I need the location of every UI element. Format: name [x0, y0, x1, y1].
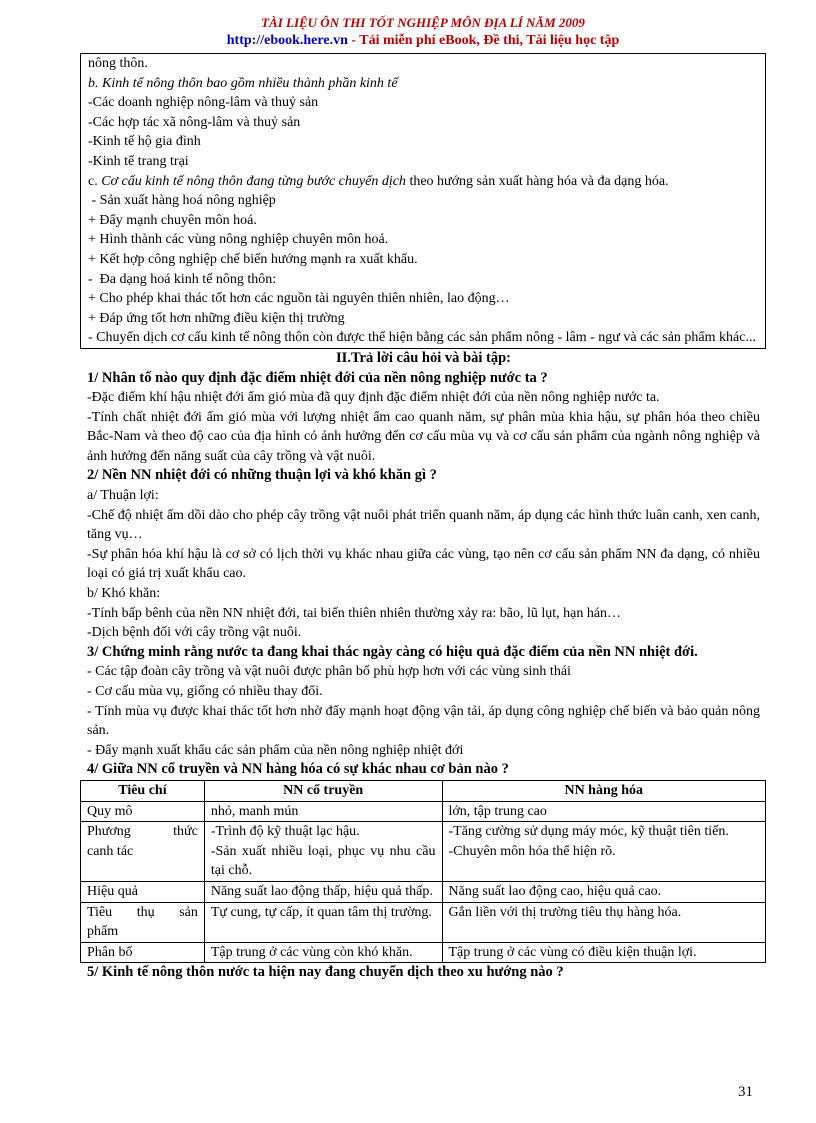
box-b-item: -Kinh tế hộ gia đình [88, 134, 201, 150]
page-number: 31 [738, 1084, 753, 1100]
box-c-item: - Sản xuất hàng hoá nông nghiệp [88, 193, 276, 209]
criteria-line: canh tác [87, 843, 134, 859]
q2-paragraph: -Tính bấp bênh của nền NN nhiệt đới, tai biến thiên nhiên thường xảy ra: bão, lũ lụt, hạn hán… [87, 605, 622, 621]
theory-box [80, 53, 766, 349]
q2-subheading: a/ Thuận lợi: [87, 488, 159, 504]
q4-title: 4/ Giữa NN cổ truyền và NN hàng hóa có sự khác nhau cơ bản nào ? [87, 761, 509, 778]
q5-section [80, 963, 766, 983]
cell-line: -Sản xuất nhiều loại, phục vụ nhu cầu tại chỗ. [210, 843, 436, 879]
q3-paragraph: - Đẩy mạnh xuất khẩu các sản phẩm của nền nông nghiệp nhiệt đới [87, 742, 464, 758]
box-c-heading [88, 172, 759, 192]
q3-title: 3/ Chứng minh rằng nước ta đang khai thác ngày càng có hiệu quả đặc điểm của nền NN nhiệt đới. [87, 643, 698, 660]
box-line: nông thôn. [88, 56, 148, 71]
traditional-cell [204, 801, 442, 822]
commodity-cell [442, 801, 766, 822]
box-c-item: + Đáp ứng tốt hơn những điều kiện thị trường [88, 310, 345, 326]
criteria-cell: Hiệu quả [81, 881, 205, 902]
cell-line: lớn, tập trung cao [448, 803, 547, 819]
commodity-cell: Năng suất lao động cao, hiệu quả cao. [442, 881, 766, 902]
cell-line: -Chuyên môn hóa thể hiện rõ. [448, 843, 616, 859]
header-subtitle [80, 31, 766, 51]
traditional-cell: Tự cung, tự cấp, ít quan tâm thị trường. [204, 902, 442, 942]
q2-title: 2/ Nền NN nhiệt đới có những thuận lợi và khó khăn gì ? [87, 467, 437, 484]
commodity-cell: Tập trung ở các vùng có điều kiện thuận lợi. [442, 942, 766, 963]
traditional-cell: Năng suất lao động thấp, hiệu quả thấp. [204, 881, 442, 902]
table-header: NN hàng hóa [442, 780, 766, 801]
c-italic: Cơ cấu kinh tế nông thôn đang từng bước chuyển dịch [101, 173, 406, 189]
c-rest: theo hướng sản xuất hàng hóa và đa dạng hóa. [405, 173, 669, 189]
box-c-item: + Hình thành các vùng nông nghiệp chuyên môn hoá. [88, 232, 389, 248]
cell-line: -Tăng cường sử dụng máy móc, kỹ thuật tiên tiến. [448, 824, 729, 840]
page [80, 14, 766, 983]
box-last: - Chuyển dịch cơ cấu kinh tế nông thôn còn được thể hiện bằng các sản phẩm nông - lâm - ngư và các sản phẩm khác... [88, 330, 756, 346]
q1-paragraph: -Tính chất nhiệt đới ẩm gió mùa với lượng nhiệt ẩm cao quanh năm, sự phân mùa khia hậu, sự phân hóa theo chiều Bắc-Nam và theo độ cao của địa hình có ảnh hưởng đến cơ cấu mùa vụ và cơ cấu sản phẩm của ngành nông nghiệp và ảnh hưởng đến năng suất của cây trồng và vật nuôi. [87, 409, 760, 464]
commodity-cell [442, 822, 766, 882]
q2-paragraph: -Chế độ nhiệt ẩm dồi dào cho phép cây trồng vật nuôi phát triển quanh năm, áp dụng các hình thức luân canh, xen canh, tăng vụ… [87, 507, 760, 543]
box-b-item: -Các hợp tác xã nông-lâm và thuỷ sản [88, 114, 301, 130]
box-b-heading: b. Kinh tế nông thôn bao gồm nhiều thành phần kinh tế [88, 75, 398, 91]
header-separator: - [347, 33, 360, 48]
table-row [81, 822, 766, 882]
answers-section [80, 349, 766, 780]
q3-paragraph: - Cơ cấu mùa vụ, giống có nhiều thay đổi. [87, 684, 323, 699]
q2-subheading: b/ Khó khăn: [87, 586, 161, 602]
table-row [81, 881, 766, 902]
section-title: II.Trả lời câu hỏi và bài tập: [336, 349, 511, 366]
box-b-item: -Kinh tế trang trại [88, 153, 189, 169]
criteria-line: phẩm [87, 924, 119, 940]
table-row [81, 942, 766, 963]
cell-line: -Trình độ kỹ thuật lạc hậu. [210, 824, 360, 840]
box-c-item: + Kết hợp công nghiệp chế biến hướng mạnh ra xuất khẩu. [88, 251, 418, 267]
table-row [81, 902, 766, 942]
site-link[interactable]: http://ebook.here.vn [226, 33, 348, 48]
table-header: NN cổ truyền [204, 780, 442, 801]
q2-paragraph: -Dịch bệnh đối với cây trồng vật nuôi. [87, 625, 302, 641]
criteria-cell: Phân bố [81, 942, 205, 963]
q3-paragraph: - Tính mùa vụ được khai thác tốt hơn nhờ đẩy mạnh hoạt động vận tải, áp dụng công nghiệp chế biến và bảo quản nông sản. [87, 703, 760, 739]
header-title: TÀI LIỆU ÔN THI TỐT NGHIỆP MÔN ĐỊA LÍ NĂM 2009 [261, 15, 585, 30]
table-header: Tiêu chí [81, 780, 205, 801]
q5-title: 5/ Kinh tế nông thôn nước ta hiện nay đang chuyển dịch theo xu hướng nào ? [87, 964, 564, 981]
traditional-cell: Tập trung ở các vùng còn khó khăn. [204, 942, 442, 963]
q1-paragraph: -Đặc điểm khí hậu nhiệt đới ẩm gió mùa đã quy định đặc điểm nhiệt đới của nền nông nghiệp nước ta. [87, 390, 660, 406]
box-c-item: + Cho phép khai thác tốt hơn các nguồn tài nguyên thiên nhiên, lao động… [88, 291, 510, 307]
box-c-item: - Đa dạng hoá kinh tế nông thôn: [88, 271, 277, 287]
q2-paragraph: -Sự phân hóa khí hậu là cơ sở có lịch thời vụ khác nhau giữa các vùng, tạo nên cơ cấu sản phẩm NN đa dạng, có nhiều loại có giá trị xuất khẩu cao. [87, 546, 760, 582]
box-b-item: -Các doanh nghiệp nông-lâm và thuỷ sản [88, 95, 319, 111]
header-tagline: Tải miễn phí eBook, Đề thi, Tài liệu học tập [359, 33, 620, 48]
cell-line: nhỏ, manh mún [210, 803, 299, 819]
criteria-line: Phương thức [87, 824, 198, 840]
criteria-cell [81, 822, 205, 882]
box-c-item: + Đẩy mạnh chuyên môn hoá. [88, 212, 257, 228]
c-prefix: c. [88, 173, 102, 189]
q3-paragraph: - Các tập đoàn cây trồng và vật nuôi được phân bố phù hợp hơn với các vùng sinh thái [87, 664, 571, 680]
table-row [81, 801, 766, 822]
table-header-row [81, 780, 766, 801]
comparison-table [80, 780, 766, 963]
criteria-cell: Quy mô [81, 801, 205, 822]
q1-title: 1/ Nhân tố nào quy định đặc điểm nhiệt đới của nền nông nghiệp nước ta ? [87, 369, 548, 386]
criteria-cell [81, 902, 205, 942]
page-header [80, 14, 766, 51]
traditional-cell [204, 822, 442, 882]
criteria-line: Tiêu thụ sản [87, 904, 198, 920]
commodity-cell: Gắn liền với thị trường tiêu thụ hàng hóa. [442, 902, 766, 942]
